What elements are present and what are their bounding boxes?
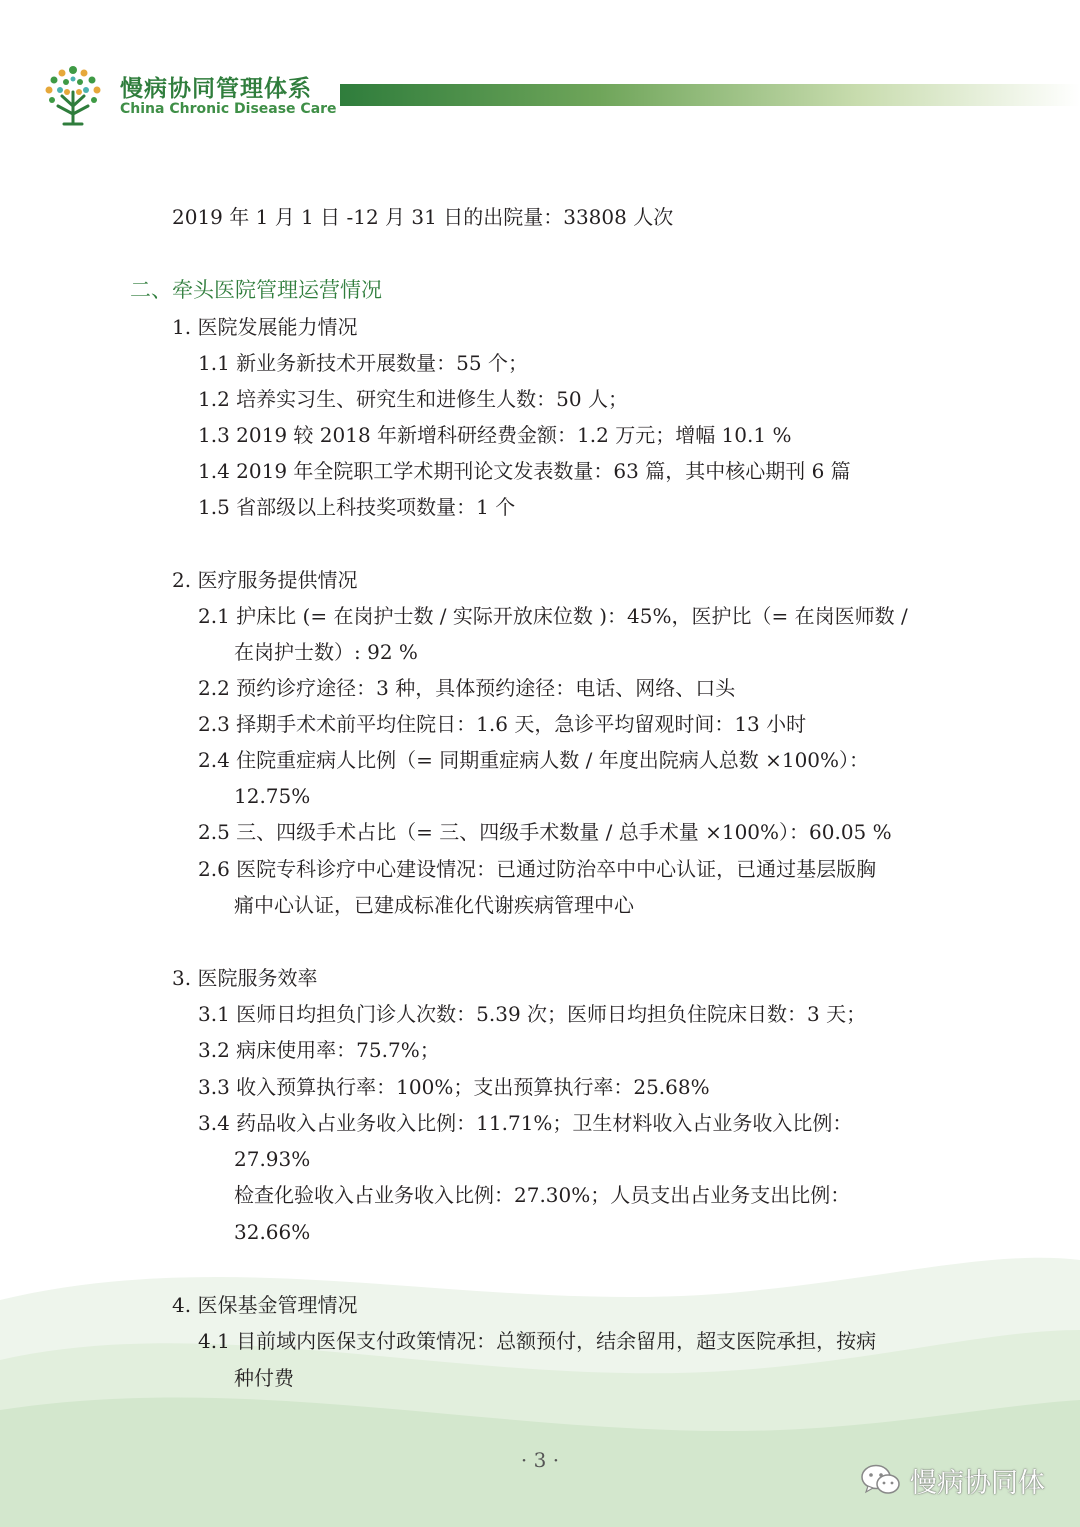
page-header <box>0 0 1080 140</box>
page-number: · 3 · <box>520 1448 560 1472</box>
list-item-continuation: 检查化验收入占业务收入比例：27.30%；人员支出占业务支出比例： <box>234 1183 851 1207</box>
list-item-continuation: 27.93% <box>234 1147 311 1171</box>
wechat-watermark <box>860 1460 1045 1500</box>
list-item: 3.2 病床使用率：75.7%； <box>198 1038 440 1062</box>
list-item: 1.1 新业务新技术开展数量：55 个； <box>198 351 528 375</box>
wechat-icon <box>860 1463 902 1497</box>
brand-name-cn: 慢病协同管理体系 <box>120 76 312 102</box>
list-item-continuation: 12.75% <box>234 784 311 808</box>
header-gradient-bar <box>340 84 1080 106</box>
list-item: 4.1 目前域内医保支付政策情况：总额预付，结余留用，超支医院承担，按病 <box>198 1329 877 1353</box>
list-item: 1.4 2019 年全院职工学术期刊论文发表数量：63 篇，其中核心期刊 6 篇 <box>198 459 851 483</box>
brand-name-en: China Chronic Disease Care <box>120 101 337 117</box>
part-title: 3. 医院服务效率 <box>172 966 318 990</box>
list-item: 3.1 医师日均担负门诊人次数：5.39 次；医师日均担负住院床日数：3 天； <box>198 1002 867 1026</box>
list-item: 3.4 药品收入占业务收入比例：11.71%；卫生材料收入占业务收入比例： <box>198 1111 853 1135</box>
list-item: 2.1 护床比 (= 在岗护士数 / 实际开放床位数 )：45%，医护比（= 在岗医师数 / <box>198 604 908 628</box>
part-title: 1. 医院发展能力情况 <box>172 315 358 339</box>
list-item: 2.6 医院专科诊疗中心建设情况：已通过防治卒中中心认证，已通过基层版胸 <box>198 857 877 881</box>
watermark-text: 慢病协同体 <box>910 1467 1045 1499</box>
list-item-continuation: 32.66% <box>234 1220 311 1244</box>
tree-logo-icon <box>40 62 106 128</box>
list-item-continuation: 在岗护士数）: 92 % <box>234 640 418 664</box>
list-item-continuation: 痛中心认证，已建成标准化代谢疾病管理中心 <box>234 893 634 917</box>
list-item: 1.3 2019 较 2018 年新增科研经费金额：1.2 万元；增幅 10.1 % <box>198 423 792 447</box>
section-title: 二、牵头医院管理运营情况 <box>130 278 382 302</box>
discharge-volume-text: 2019 年 1 月 1 日 -12 月 31 日的出院量：33808 人次 <box>172 205 674 229</box>
list-item: 2.5 三、四级手术占比（= 三、四级手术数量 / 总手术量 ×100%）：60.05 % <box>198 820 892 844</box>
list-item-continuation: 种付费 <box>234 1366 294 1390</box>
list-item: 2.3 择期手术术前平均住院日：1.6 天，急诊平均留观时间：13 小时 <box>198 712 807 736</box>
part-title: 2. 医疗服务提供情况 <box>172 568 358 592</box>
list-item: 1.2 培养实习生、研究生和进修生人数：50 人； <box>198 387 628 411</box>
list-item: 3.3 收入预算执行率：100%；支出预算执行率：25.68% <box>198 1075 710 1099</box>
part-title: 4. 医保基金管理情况 <box>172 1293 358 1317</box>
list-item: 2.4 住院重症病人比例（= 同期重症病人数 / 年度出院病人总数 ×100%）： <box>198 748 870 772</box>
list-item: 1.5 省部级以上科技奖项数量：1 个 <box>198 495 516 519</box>
list-item: 2.2 预约诊疗途径：3 种，具体预约途径：电话、网络、口头 <box>198 676 736 700</box>
